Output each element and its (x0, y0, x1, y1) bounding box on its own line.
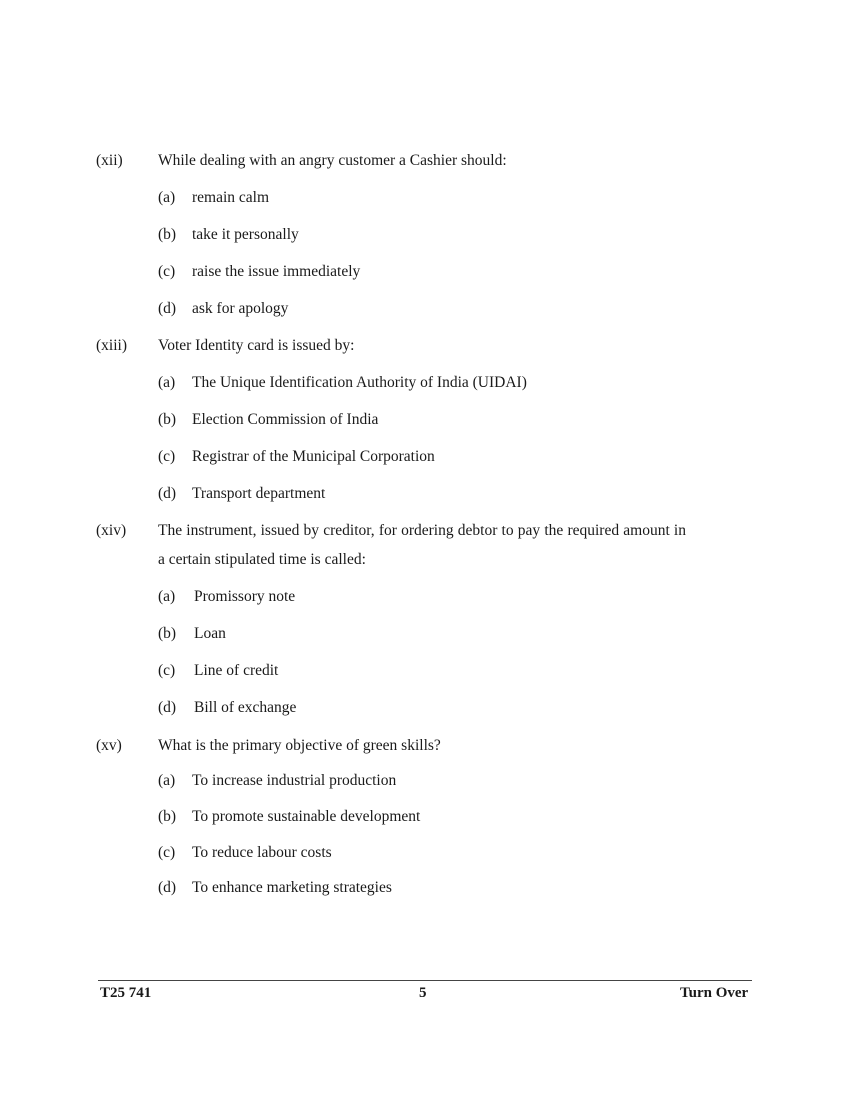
question-text: Voter Identity card is issued by: (158, 337, 355, 354)
option-label: (a) (158, 588, 176, 605)
option-text: To increase industrial production (192, 772, 397, 789)
option (158, 373, 527, 393)
option-text: To promote sustainable development (192, 808, 421, 825)
option (158, 262, 360, 282)
option-label: (c) (158, 844, 176, 861)
option-label: (d) (158, 300, 177, 317)
option (158, 225, 299, 245)
option (158, 771, 396, 791)
option (158, 484, 325, 504)
page-number: 5 (419, 985, 427, 1001)
turn-over-label: Turn Over (680, 985, 749, 1001)
question-text: While dealing with an angry customer a Cashier should: (158, 152, 507, 169)
option-text: The Unique Identification Authority of India (UIDAI) (192, 374, 527, 391)
option (158, 299, 288, 319)
option (158, 698, 296, 718)
option-text: take it personally (192, 226, 299, 243)
option-label: (b) (158, 411, 177, 428)
option-label: (c) (158, 263, 176, 280)
option-text: To enhance marketing strategies (192, 879, 392, 896)
question-number: (xiv) (96, 522, 127, 539)
question-text: What is the primary objective of green skills? (158, 737, 441, 754)
option-label: (a) (158, 374, 176, 391)
paper-code: T25 741 (100, 985, 152, 1001)
question-number: (xiii) (96, 337, 127, 354)
option (158, 188, 269, 208)
question-text: The instrument, issued by creditor, for ordering debtor to pay the required amount in a certain stipulated time is called: (158, 522, 686, 568)
option-label: (b) (158, 625, 177, 642)
option-text: raise the issue immediately (192, 263, 361, 280)
option-label: (a) (158, 772, 176, 789)
option-label: (c) (158, 448, 176, 465)
option (158, 661, 278, 681)
option-label: (b) (158, 808, 177, 825)
option-text: Line of credit (194, 662, 279, 679)
option-text: Transport department (192, 485, 326, 502)
footer-divider (98, 980, 752, 981)
question-number: (xii) (96, 152, 123, 169)
option (158, 843, 332, 863)
option-text: remain calm (192, 189, 270, 206)
option-text: Promissory note (194, 588, 296, 605)
option-text: Election Commission of India (192, 411, 379, 428)
option-label: (b) (158, 226, 177, 243)
option (158, 807, 420, 827)
option (158, 587, 295, 607)
option-text: Bill of exchange (194, 699, 297, 716)
option (158, 410, 378, 430)
option-text: Registrar of the Municipal Corporation (192, 448, 435, 465)
option-label: (c) (158, 662, 176, 679)
option-label: (d) (158, 879, 177, 896)
option-text: To reduce labour costs (192, 844, 332, 861)
option (158, 624, 226, 644)
option (158, 878, 392, 898)
option (158, 447, 435, 467)
question-number: (xv) (96, 737, 122, 754)
option-label: (d) (158, 485, 177, 502)
option-label: (a) (158, 189, 176, 206)
option-text: ask for apology (192, 300, 289, 317)
option-text: Loan (194, 625, 226, 642)
option-label: (d) (158, 699, 177, 716)
